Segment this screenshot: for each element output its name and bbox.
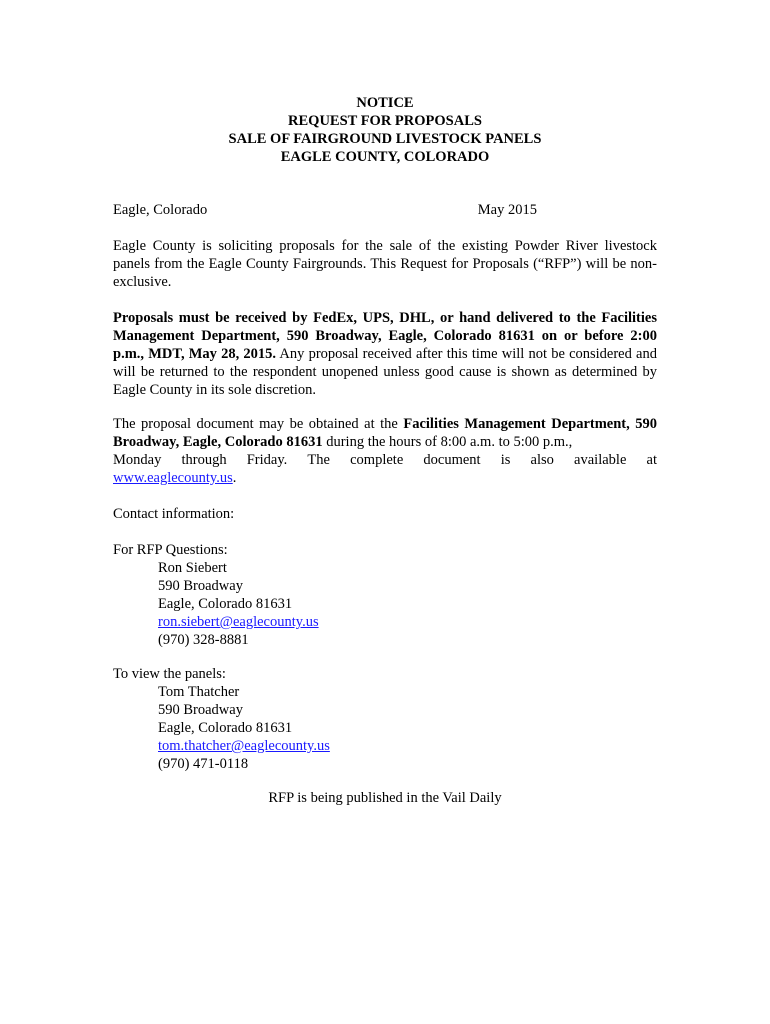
heading-sale-title: SALE OF FAIRGROUND LIVESTOCK PANELS (228, 131, 542, 147)
rfp-contact-phone: (970) 328-8881 (158, 632, 249, 648)
obtain-link-line (113, 469, 657, 487)
obtain-word: at (646, 452, 657, 468)
obtain-word: Monday (113, 452, 162, 468)
panels-contact-city: Eagle, Colorado 81631 (158, 720, 293, 736)
obtain-word: is (500, 452, 511, 468)
obtain-word: available (574, 452, 627, 468)
obtain-last-line (113, 451, 657, 469)
panels-contact-lead: To view the panels: (113, 666, 226, 682)
heading-notice: NOTICE (356, 95, 414, 111)
obtain-word: also (530, 452, 554, 468)
publication-note: RFP is being published in the Vail Daily (268, 790, 502, 806)
panels-contact-name: Tom Thatcher (158, 684, 240, 700)
obtain-paragraph (113, 415, 657, 487)
rfp-contact-lead: For RFP Questions: (113, 542, 228, 558)
panels-contact-email-link[interactable]: tom.thatcher@eaglecounty.us (158, 738, 330, 754)
notice-heading (0, 94, 770, 166)
obtain-text-a: The proposal document may be obtained at the (113, 416, 404, 432)
panels-contact-phone: (970) 471-0118 (158, 756, 249, 772)
rfp-contact-name: Ron Siebert (158, 560, 227, 576)
rfp-contact-city: Eagle, Colorado 81631 (158, 596, 293, 612)
deadline-paragraph (113, 309, 657, 399)
intro-paragraph: Eagle County is soliciting proposals for the sale of the existing Powder River livestock panels from the Eagle County Fairgrounds. This Request for Proposals (“RFP”) will be non-exclusive. (113, 238, 657, 290)
obtain-word: complete (350, 452, 404, 468)
obtain-word: The (307, 452, 330, 468)
panels-contact-block (113, 665, 330, 773)
obtain-main-text (113, 415, 657, 451)
obtain-word: Friday. (246, 452, 288, 468)
obtain-word: document (423, 452, 481, 468)
website-link[interactable]: www.eaglecounty.us (113, 470, 233, 486)
heading-county: EAGLE COUNTY, COLORADO (280, 149, 490, 165)
obtain-word: through (181, 452, 227, 468)
obtain-period: . (232, 470, 237, 486)
heading-request-for-proposals: REQUEST FOR PROPOSALS (288, 113, 482, 129)
dateline-location: Eagle, Colorado (113, 202, 208, 218)
rfp-contact-block (113, 541, 319, 649)
deadline-rest-text: Any proposal received after this time will not be considered and will be returned to the respondent unopened unless good cause is shown as determined by Eagle County in its sole discretion. (113, 346, 657, 398)
deadline-bold-text: Proposals must be received by FedEx, UPS, DHL, or hand delivered to the Facilities Management Department, 590 Broadway, Eagle, Colorado 81631 on or before 2:00 p.m., MDT, May 28, 2015. (113, 310, 657, 362)
obtain-text-b: during the hours of 8:00 a.m. to 5:00 p.m., (322, 434, 573, 450)
rfp-contact-street: 590 Broadway (158, 578, 243, 594)
rfp-contact-email-link[interactable]: ron.siebert@eaglecounty.us (158, 614, 319, 630)
contact-heading: Contact information: (113, 506, 235, 522)
dateline-date: May 2015 (477, 202, 537, 218)
obtain-address-bold: Facilities Management Department, 590 Broadway, Eagle, Colorado 81631 (113, 416, 657, 450)
panels-contact-street: 590 Broadway (158, 702, 243, 718)
